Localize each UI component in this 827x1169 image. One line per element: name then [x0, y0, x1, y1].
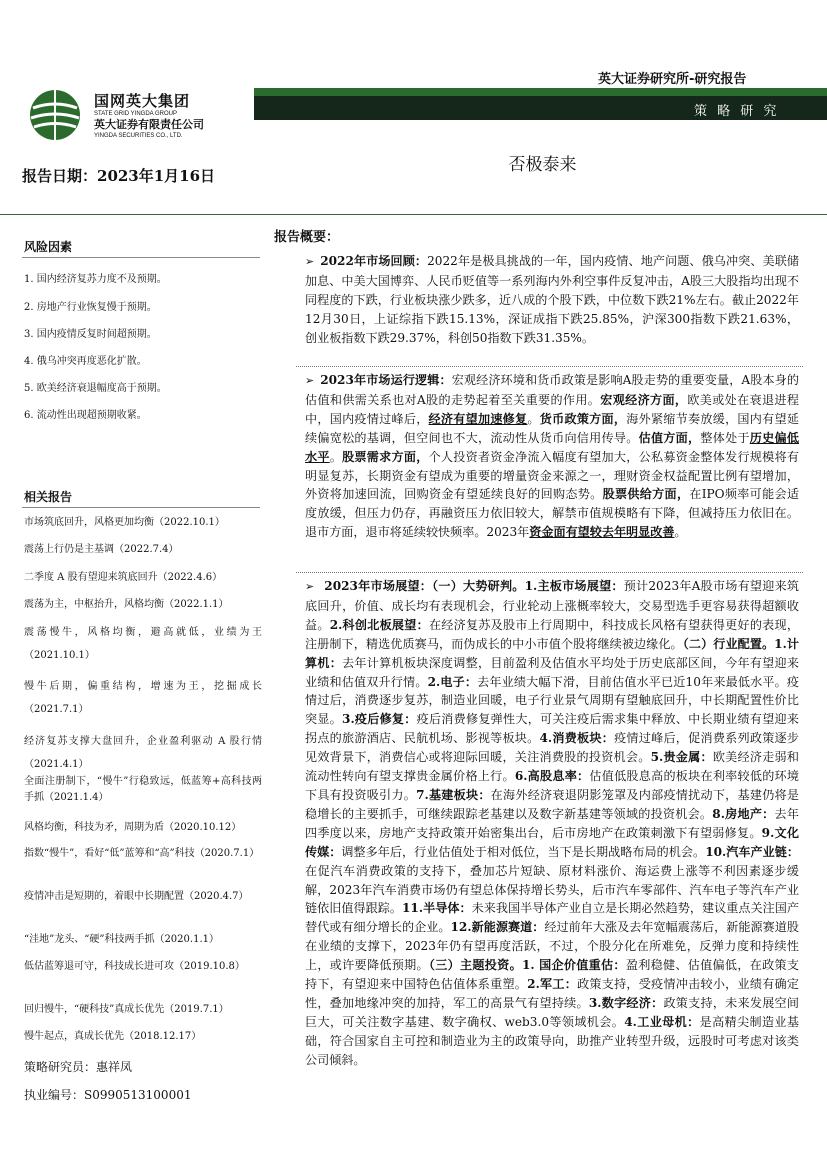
para-bold: 2023年市场展望：（一）大势研判。1.主板市场展望：	[324, 579, 624, 593]
summary-heading: 报告概要：	[274, 230, 340, 245]
para-bold: 6.高股息率：	[514, 769, 590, 784]
para-bold: 估值方面，	[638, 430, 701, 445]
risk-item: 2. 房地产行业恢复慢于预期。	[24, 302, 157, 313]
para-bold: 3.数字经济：	[588, 995, 664, 1010]
related-report-link[interactable]: 低估蓝筹退可守，科技成长进可攻（2019.10.8）	[24, 961, 245, 972]
para-text: 在经济复苏及股市上行周期中，科技成长风格有望获得更好的表现，注册制下，精选优质赛马，而伪成长的中小市值个股将继续被边缘化。	[305, 617, 799, 651]
para-text: 在促汽车消费政策的支持下，叠加芯片短缺、原材料涨价、海运费上涨等不利因素逐步缓解，2023年汽车消费市场仍有望总体保持增长势头，后市汽车零部件、汽车电子等汽车产业链依旧值得跟踪。	[305, 863, 799, 916]
para-lead: 2023年市场运行逻辑：	[320, 373, 452, 387]
company-name-en: STATE GRID YINGDA GROUP	[94, 111, 178, 117]
bullet-arrow-icon: ➢	[305, 580, 315, 593]
para-bold: 11.半导体：	[402, 901, 472, 916]
para-text: 经过前年大涨及去年宽幅震荡后，新能源赛道股在业绩的支撑下，2023年仍有望再度活跃，不过，个股分化在所难免，反弹力度和持续性上，或许要降低预期。	[305, 920, 799, 973]
report-date: 报告日期：2023年1月16日	[22, 167, 216, 185]
para-bold: 4.消费板块：	[539, 731, 615, 746]
para-emphasis: 经济有望加速修复	[428, 411, 528, 426]
subsidiary-name-en: YINGDA SECURITIES CO., LTD.	[94, 133, 183, 139]
related-report-link[interactable]: 全面注册制下，“慢牛”行稳致远，低蓝筹+高科技两手抓（2021.1.4）	[24, 776, 262, 803]
para-bold: 7.基建板块：	[416, 787, 491, 802]
para-text: 政策支持，未来发展空间巨大，可关注数字基建、数字确权、web3.0等领域机会。	[305, 995, 799, 1029]
risk-item: 3. 国内疫情反复时间超预期。	[24, 329, 157, 340]
related-report-link[interactable]: 疫情冲击是短期的，着眼中长期配置（2020.4.7）	[24, 891, 249, 902]
risk-item: 6. 流动性出现超预期收紧。	[24, 410, 147, 421]
para-emphasis: 资金面有望较去年明显改善	[529, 525, 675, 540]
related-report-link[interactable]: 市场筑底回升，风格更加均衡（2022.10.1）	[24, 517, 225, 528]
para-bold: 股票需求方面，	[342, 449, 429, 464]
para-text: 个人投资者资金净流入幅度有望加大，公私募资金整体发行规模将有明显复苏，长期资金有望成为重要的增量资金来源之一，理财资金权益配置比例有望增加，外资将加速回流，回购资金有望延续良好的回购态势。	[305, 449, 799, 502]
paragraph-divider	[296, 572, 803, 573]
para-text: 调整多年后，行业估值处于相对低位，当下是长期战略布局的机会。	[341, 844, 706, 859]
para-text: 去年计算机板块深度调整，目前盈利及估值水平均处于历史底部区间，今年有望迎来业绩和估值双升行情。	[305, 655, 799, 689]
para-bold: 2.军工：	[527, 977, 578, 992]
related-report-link[interactable]: 震荡为主，中枢抬升，风格均衡（2022.1.1）	[24, 599, 229, 610]
bullet-arrow-icon: ➢	[305, 374, 315, 387]
para-text: 政策支持，受疫情冲击较小，业绩有确定性，叠加地缘冲突的加持，军工的高景气有望持续。	[305, 977, 799, 1010]
summary-paragraph-outlook	[305, 577, 799, 1070]
risk-item: 1. 国内经济复苏力度不及预期。	[24, 274, 167, 285]
related-report-link[interactable]: 慢牛后期，偏重结构，增速为王，挖掘成长（2021.7.1）	[24, 681, 262, 715]
risk-divider	[22, 257, 260, 258]
para-bold: 2.科创北板展望：	[329, 617, 429, 632]
para-text: 未来我国半导体产业自立是长期必然趋势，建议重点关注国产替代或有细分增长的企业。	[305, 901, 799, 935]
para-bold: 5.贵金属：	[650, 750, 713, 765]
related-report-link[interactable]: 回归慢牛，“硬科技”真成长优先（2019.7.1）	[24, 1004, 229, 1015]
header-dark-band	[254, 96, 827, 120]
related-report-link[interactable]: 震荡上行仍是主基调（2022.7.4）	[24, 544, 179, 555]
page-title: 否极泰来	[508, 155, 577, 175]
para-text: 。	[674, 525, 687, 540]
para-text: 。	[527, 411, 540, 426]
para-text: 疫情过峰后，促消费系列政策逐步见效背景下，消费信心或将迎际回暖，关注消费股的投资机会。	[305, 731, 799, 765]
related-report-link[interactable]: 震荡慢牛，风格均衡，避高就低，业绩为王（2021.10.1）	[24, 627, 262, 661]
para-bold: 3.疫后修复：	[342, 712, 417, 727]
para-bold: 10.汽车产业链：	[705, 844, 799, 859]
para-bold: 12.新能源赛道：	[450, 920, 545, 935]
para-bold: 4.工业母机：	[624, 1014, 700, 1029]
category-label: 策 略 研 究	[694, 104, 780, 119]
para-text: 。	[329, 449, 343, 464]
para-text: 去年四季度以来，房地产支持政策开始密集出台，后市房地产在政策刺激下有望弱修复。	[305, 806, 799, 840]
para-text: 2022年是极具挑战的一年，国内疫情、地产问题、俄乌冲突、美联储加息、中美大国博弈、人民币贬值等一系列海内外利空事件反复冲击，A股三大股指均出现不同程度的下跌，行业板块涨少跌多，近八成的个股下跌，中位数下跌21%左右。截止2022年12月30日，上证综指下跌15.13%，深证成指下跌25.85%，沪深300指数下跌21.63%，创业板指数下跌29.37%，科创50指数下跌31.35%。	[305, 254, 799, 345]
bullet-arrow-icon: ➢	[305, 255, 315, 268]
risk-heading: 风险因素	[24, 240, 73, 254]
related-report-link[interactable]: 风格均衡，科技为矛，周期为盾（2020.10.12）	[24, 822, 242, 833]
company-block	[94, 92, 204, 140]
para-bold: 8.房地产：	[712, 806, 775, 821]
para-lead: 2022年市场回顾：	[320, 254, 428, 268]
related-divider	[22, 507, 260, 508]
related-report-link[interactable]: 二季度 A 股有望迎来筑底回升（2022.4.6）	[24, 572, 223, 583]
para-text: 盈利稳健、估值偏低，在政策支持下，有望迎来中国特色估值体系重塑。	[305, 958, 799, 992]
summary-paragraph-logic	[305, 371, 799, 542]
para-bold: 货币政策方面，	[539, 411, 627, 426]
related-report-link[interactable]: 慢牛起点，真成长优先（2018.12.17）	[24, 1031, 202, 1042]
para-text: 海外紧缩节奏放缓，国内有望延续偏宽松的基调，但空间也不大，流动性从货币向信用传导。	[305, 411, 799, 445]
header-green-bar	[254, 88, 827, 96]
para-text: 整体处于	[700, 430, 750, 445]
analyst-name: 策略研究员：惠祥凤	[24, 1060, 133, 1074]
company-name-cn: 国网英大集团	[94, 92, 191, 110]
para-text: 疫后消费修复弹性大，可关注疫后需求集中释放、中长期业绩有望迎来拐点的旅游酒店、民航机场、影视等板块。	[305, 712, 799, 746]
para-text: 去年业绩大幅下滑，目前估值水平已近10年来最低水平。疫情过后，消费逐步复苏，制造业回暖，电子行业景气周期有望触底回升，中长期配置性价比突显。	[305, 674, 799, 727]
related-report-link[interactable]: 经济复苏支撑大盘回升，企业盈利驱动 A 股行情（2021.4.1）	[24, 736, 262, 770]
header-divider	[0, 214, 827, 215]
para-text: 宏观经济环境和货币政策是影响A股走势的重要变量，A股本身的估值和供需关系也对A股的走势起着至关重要的作用。	[305, 373, 800, 407]
risk-item: 5. 欧美经济衰退幅度高于预期。	[24, 383, 167, 394]
para-emphasis: 历史偏低水平	[305, 430, 799, 464]
report-source: 英大证券研究所-研究报告	[598, 72, 747, 87]
para-bold: （二）行业配置。1.计算机：	[305, 636, 799, 670]
para-text: 欧美或处在衰退进程中，国内疫情过峰后，	[305, 392, 799, 426]
para-text: 是高精尖制造业基础，符合国家自主可控和制造业为主的政策导向，助推产业转型升级，远股时可考虑对该类公司倾斜。	[305, 1014, 799, 1067]
para-text: 欧美经济走弱和流动性转向有望支撑贵金属价格上行。	[305, 750, 799, 784]
para-bold: 2.电子：	[427, 674, 478, 689]
related-report-link[interactable]: 指数“慢牛”，看好“低”蓝筹和“高”科技（2020.7.1）	[24, 848, 260, 859]
para-bold: （三）主题投资。1. 国企价值重估：	[428, 958, 626, 973]
para-bold: 股票供给方面，	[602, 487, 690, 502]
subsidiary-name-cn: 英大证券有限责任公司	[94, 118, 204, 131]
para-bold: 9.文化传媒：	[305, 825, 799, 859]
paragraph-divider	[296, 366, 803, 367]
para-text: 在IPO频率可能会适度放缓，但压力仍存，再融资压力依旧较大，解禁市值规模略有下降，但减持压力依旧在。退市方面，退市将延续较快频率。2023年	[305, 487, 799, 540]
para-bold: 宏观经济方面，	[600, 392, 688, 407]
summary-paragraph-review	[305, 252, 799, 348]
risk-item: 4. 俄乌冲突再度恶化扩散。	[24, 356, 147, 367]
related-report-link[interactable]: “洼地”龙头、“硬”科技两手抓（2020.1.1）	[24, 934, 219, 945]
state-grid-logo-icon	[28, 88, 82, 142]
license-number: 执业编号：S0990513100001	[24, 1088, 192, 1102]
para-text: 估值低股息高的板块在利率较低的环境下具有投资吸引力。	[305, 769, 799, 802]
related-heading: 相关报告	[24, 490, 73, 504]
para-text: 在海外经济衰退阴影笼罩及内部疫情扰动下，基建仍将是稳增长的主要抓手，可继续跟踪老基建以及数字新基建等领域的投资机会。	[305, 787, 799, 821]
para-text: 预计2023年A股市场有望迎来筑底回升，价值、成长均有表现机会，行业轮动上涨概率较大，交易型选手更容易获得超额收益。	[305, 579, 799, 632]
